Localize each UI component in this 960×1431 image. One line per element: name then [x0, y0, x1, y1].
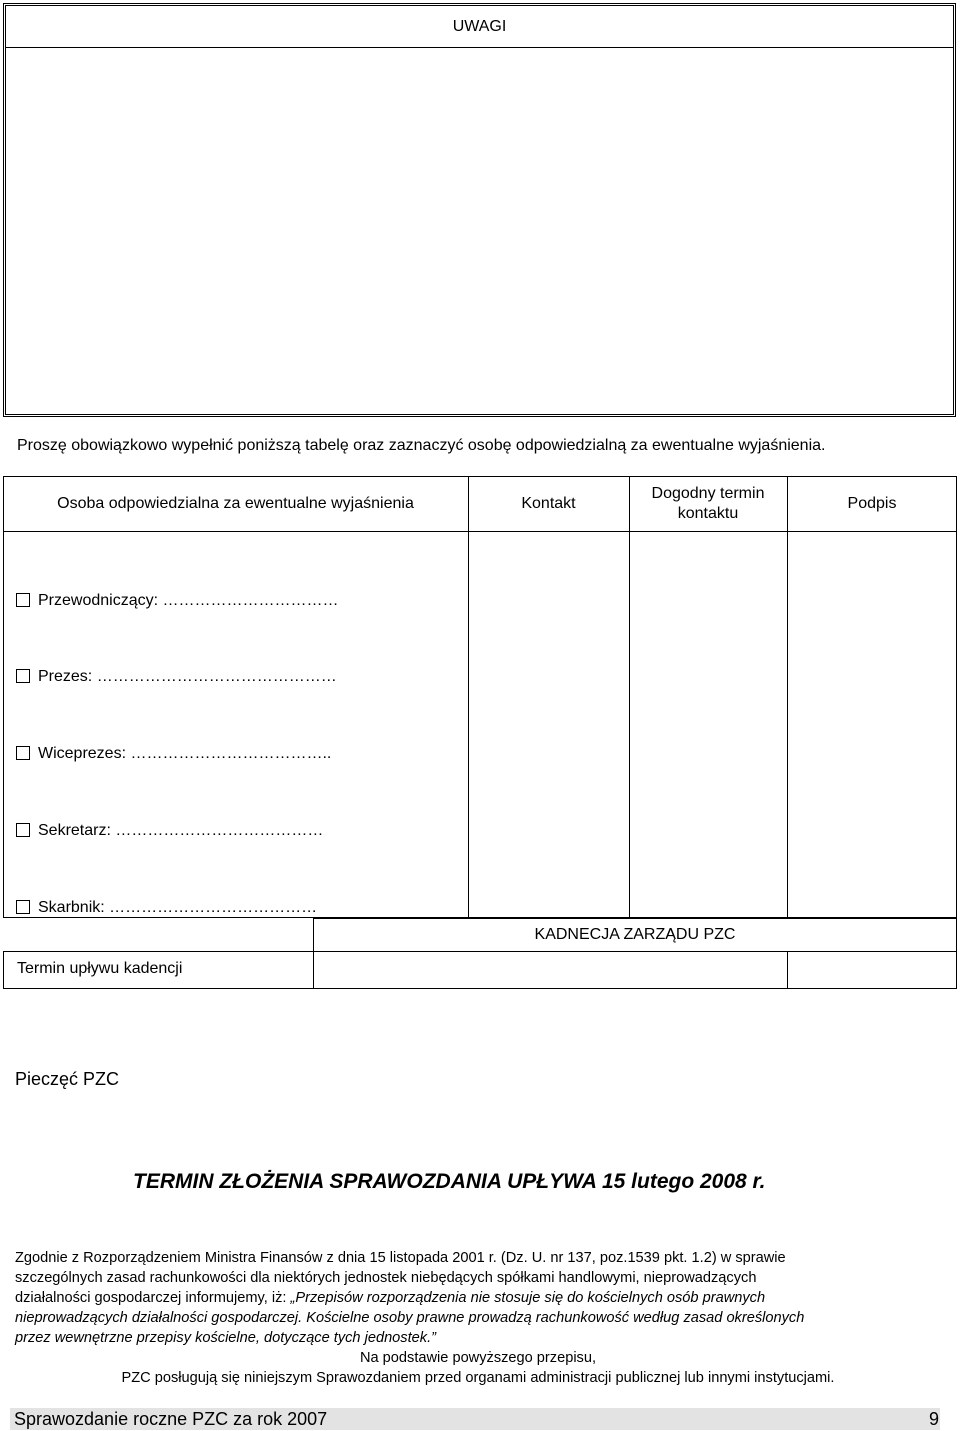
instruction-text: Proszę obowiązkowo wypełnić poniższą tabelę oraz zaznaczyć osobę odpowiedzialną za ewentualne wyjaśnienia.	[17, 437, 826, 454]
term-of-office-divider-1	[313, 951, 314, 989]
legal-line-2: szczególnych zasad rachunkowości dla niektórych jednostek niebędących spółkami handlowymi, nieprowadzących	[15, 1270, 757, 1286]
remarks-header	[6, 6, 953, 48]
row-treasurer[interactable]	[16, 899, 317, 917]
row-chairman[interactable]	[16, 592, 339, 610]
page-number: 9	[929, 1409, 940, 1429]
stamp-label: Pieczęć PZC	[15, 1069, 120, 1089]
remarks-box[interactable]	[3, 3, 956, 417]
footer-title: Sprawozdanie roczne PZC za rok 2007	[14, 1409, 328, 1429]
header-person: Osoba odpowiedzialna za ewentualne wyjaśnienia	[57, 495, 414, 512]
term-of-office-divider-2	[787, 951, 788, 989]
legal-line-7: PZC posługują się niniejszym Sprawozdaniem przed organami administracji publicznej lub innymi instytucjami.	[121, 1370, 835, 1386]
header-preferred-time-line2: kontaktu	[677, 505, 739, 522]
row-col-divider-1	[468, 531, 469, 918]
checkbox-president[interactable]	[16, 669, 30, 683]
row-vice-president-label: Wiceprezes: ………………………………..	[38, 745, 332, 762]
header-preferred-time-line1: Dogodny termin	[651, 485, 765, 502]
row-chairman-label: Przewodniczący: ……………………………	[38, 592, 339, 609]
row-president[interactable]	[16, 668, 337, 686]
term-of-office-input[interactable]	[315, 953, 786, 987]
row-treasurer-label: Skarbnik: …………………………………	[38, 899, 318, 916]
legal-line-6: Na podstawie powyższego przepisu,	[359, 1350, 597, 1366]
legal-line-3	[15, 1288, 941, 1308]
row-col-divider-3	[787, 531, 788, 918]
remarks-title: UWAGI	[452, 17, 507, 35]
row-president-label: Prezes: ………………………………………	[38, 668, 337, 685]
term-of-office-label: Termin upływu kadencji	[17, 960, 183, 977]
header-preferred-time	[629, 476, 787, 532]
row-secretary-label: Sekretarz: …………………………………	[38, 822, 324, 839]
legal-line-1: Zgodnie z Rozporządzeniem Ministra Finansów z dnia 15 listopada 2001 r. (Dz. U. nr 137, poz.1539 pkt. 1.2) w sprawie	[15, 1250, 786, 1266]
legal-line-5: przez wewnętrzne przepisy kościelne, dotyczące tych jednostek.”	[15, 1330, 436, 1346]
row-col-divider-2	[629, 531, 630, 918]
checkbox-vice-president[interactable]	[16, 746, 30, 760]
row-secretary[interactable]	[16, 822, 323, 840]
deadline-heading: TERMIN ZŁOŻENIA SPRAWOZDANIA UPŁYWA 15 lutego 2008 r.	[133, 1170, 766, 1193]
legal-notice	[15, 1248, 941, 1388]
legal-line-3-italic: „Przepisów rozporządzenia nie stosuje się do kościelnych osób prawnych	[290, 1290, 766, 1306]
legal-line-3-normal: działalności gospodarczej informujemy, iż:	[15, 1290, 291, 1306]
header-contact: Kontakt	[521, 495, 576, 512]
checkbox-chairman[interactable]	[16, 593, 30, 607]
checkbox-secretary[interactable]	[16, 823, 30, 837]
term-of-office-header: KADNECJA ZARZĄDU PZC	[313, 918, 957, 952]
responsible-table	[3, 476, 957, 918]
row-vice-president[interactable]	[16, 745, 331, 763]
header-signature: Podpis	[847, 495, 897, 512]
legal-line-4: nieprowadzących działalności gospodarczej. Kościelne osoby prawne prowadzą rachunkowość według zasad określonych	[15, 1310, 805, 1326]
checkbox-treasurer[interactable]	[16, 900, 30, 914]
